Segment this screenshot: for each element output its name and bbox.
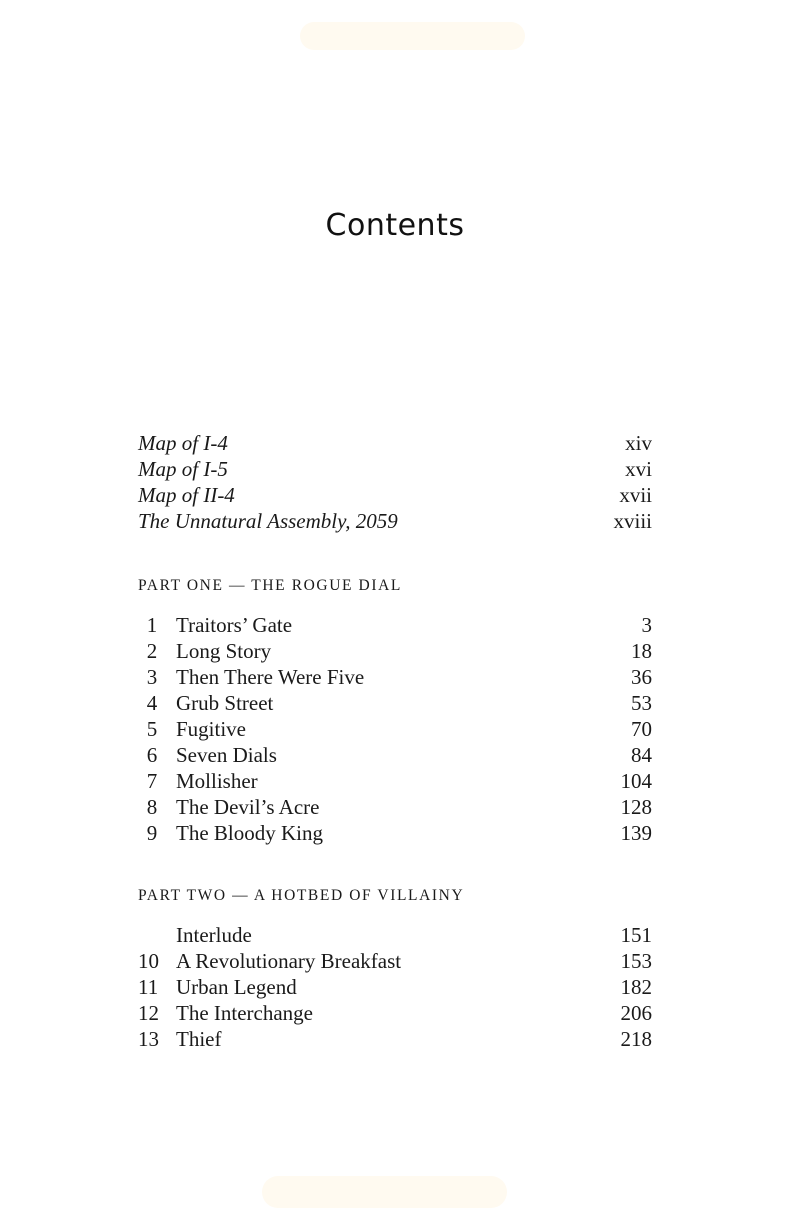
entry-page: xviii: [613, 509, 652, 533]
chapter-number: 13: [138, 1027, 159, 1051]
chapter-title: The Devil’s Acre: [176, 795, 320, 819]
chapter-title: Long Story: [176, 639, 272, 663]
entry-page: xvi: [625, 457, 652, 481]
chapter-title: Mollisher: [176, 769, 258, 793]
chapter-number: 7: [146, 769, 158, 793]
front-matter-item[interactable]: [138, 508, 652, 534]
chapter-title: A Revolutionary Breakfast: [176, 949, 402, 973]
chapter-page: 18: [631, 639, 652, 663]
front-matter-item[interactable]: [138, 430, 652, 456]
chapter-item[interactable]: [138, 948, 652, 974]
entry-title: Map of I-5: [138, 457, 228, 481]
chapter-item[interactable]: [138, 742, 652, 768]
chapter-list: [138, 922, 652, 1052]
entry-title: Map of II-4: [138, 483, 235, 507]
chapter-page: 36: [631, 665, 652, 689]
chapter-title: Grub Street: [176, 691, 274, 715]
chapter-title: Then There Were Five: [176, 665, 365, 689]
chapter-item[interactable]: [138, 612, 652, 638]
chapter-title: The Interchange: [176, 1001, 314, 1025]
page-edge-glow: [300, 22, 525, 50]
chapter-number: 3: [146, 665, 158, 689]
chapter-item[interactable]: [138, 690, 652, 716]
chapter-page: 206: [620, 1001, 652, 1025]
chapter-title: Traitors’ Gate: [176, 613, 293, 637]
chapter-list: [138, 612, 652, 846]
chapter-item[interactable]: [138, 664, 652, 690]
chapter-item[interactable]: [138, 716, 652, 742]
chapter-item[interactable]: [138, 820, 652, 846]
entry-title: The Unnatural Assembly, 2059: [138, 509, 398, 533]
chapter-number: 4: [146, 691, 158, 715]
part-heading: PART ONE — THE ROGUE DIAL: [138, 577, 402, 594]
front-matter-item[interactable]: [138, 482, 652, 508]
page-title: Contents: [325, 208, 465, 243]
front-matter-item[interactable]: [138, 456, 652, 482]
chapter-number: 1: [146, 613, 158, 637]
chapter-title: Thief: [176, 1027, 222, 1051]
chapter-page: 182: [620, 975, 652, 999]
chapter-page: 128: [620, 795, 652, 819]
chapter-number: 8: [146, 795, 158, 819]
chapter-page: 3: [641, 613, 652, 637]
chapter-page: 218: [620, 1027, 652, 1051]
chapter-title: Seven Dials: [176, 743, 277, 767]
chapter-item[interactable]: [138, 974, 652, 1000]
chapter-page: 151: [620, 923, 652, 947]
part-heading: PART TWO — A HOTBED OF VILLAINY: [138, 887, 465, 904]
page-edge-glow: [262, 1176, 507, 1208]
chapter-number: 2: [146, 639, 158, 663]
chapter-number: 10: [138, 949, 159, 973]
chapter-item[interactable]: [138, 638, 652, 664]
entry-page: xiv: [625, 431, 652, 455]
chapter-page: 84: [631, 743, 652, 767]
chapter-item[interactable]: [138, 922, 652, 948]
chapter-number: 5: [146, 717, 158, 741]
chapter-number: 11: [138, 975, 159, 999]
chapter-item[interactable]: [138, 768, 652, 794]
chapter-page: 104: [620, 769, 652, 793]
chapter-item[interactable]: [138, 1026, 652, 1052]
front-matter-list: [138, 430, 652, 534]
chapter-title: Urban Legend: [176, 975, 297, 999]
chapter-number: 6: [146, 743, 158, 767]
chapter-page: 153: [620, 949, 652, 973]
chapter-number: 9: [146, 821, 158, 845]
chapter-item[interactable]: [138, 1000, 652, 1026]
chapter-title: The Bloody King: [176, 821, 323, 845]
entry-page: xvii: [619, 483, 652, 507]
chapter-page: 139: [620, 821, 652, 845]
chapter-page: 70: [631, 717, 652, 741]
entry-title: Map of I-4: [138, 431, 228, 455]
chapter-item[interactable]: [138, 794, 652, 820]
chapter-title: Fugitive: [176, 717, 247, 741]
chapter-page: 53: [631, 691, 652, 715]
chapter-number: 12: [138, 1001, 159, 1025]
chapter-title: Interlude: [176, 923, 252, 947]
